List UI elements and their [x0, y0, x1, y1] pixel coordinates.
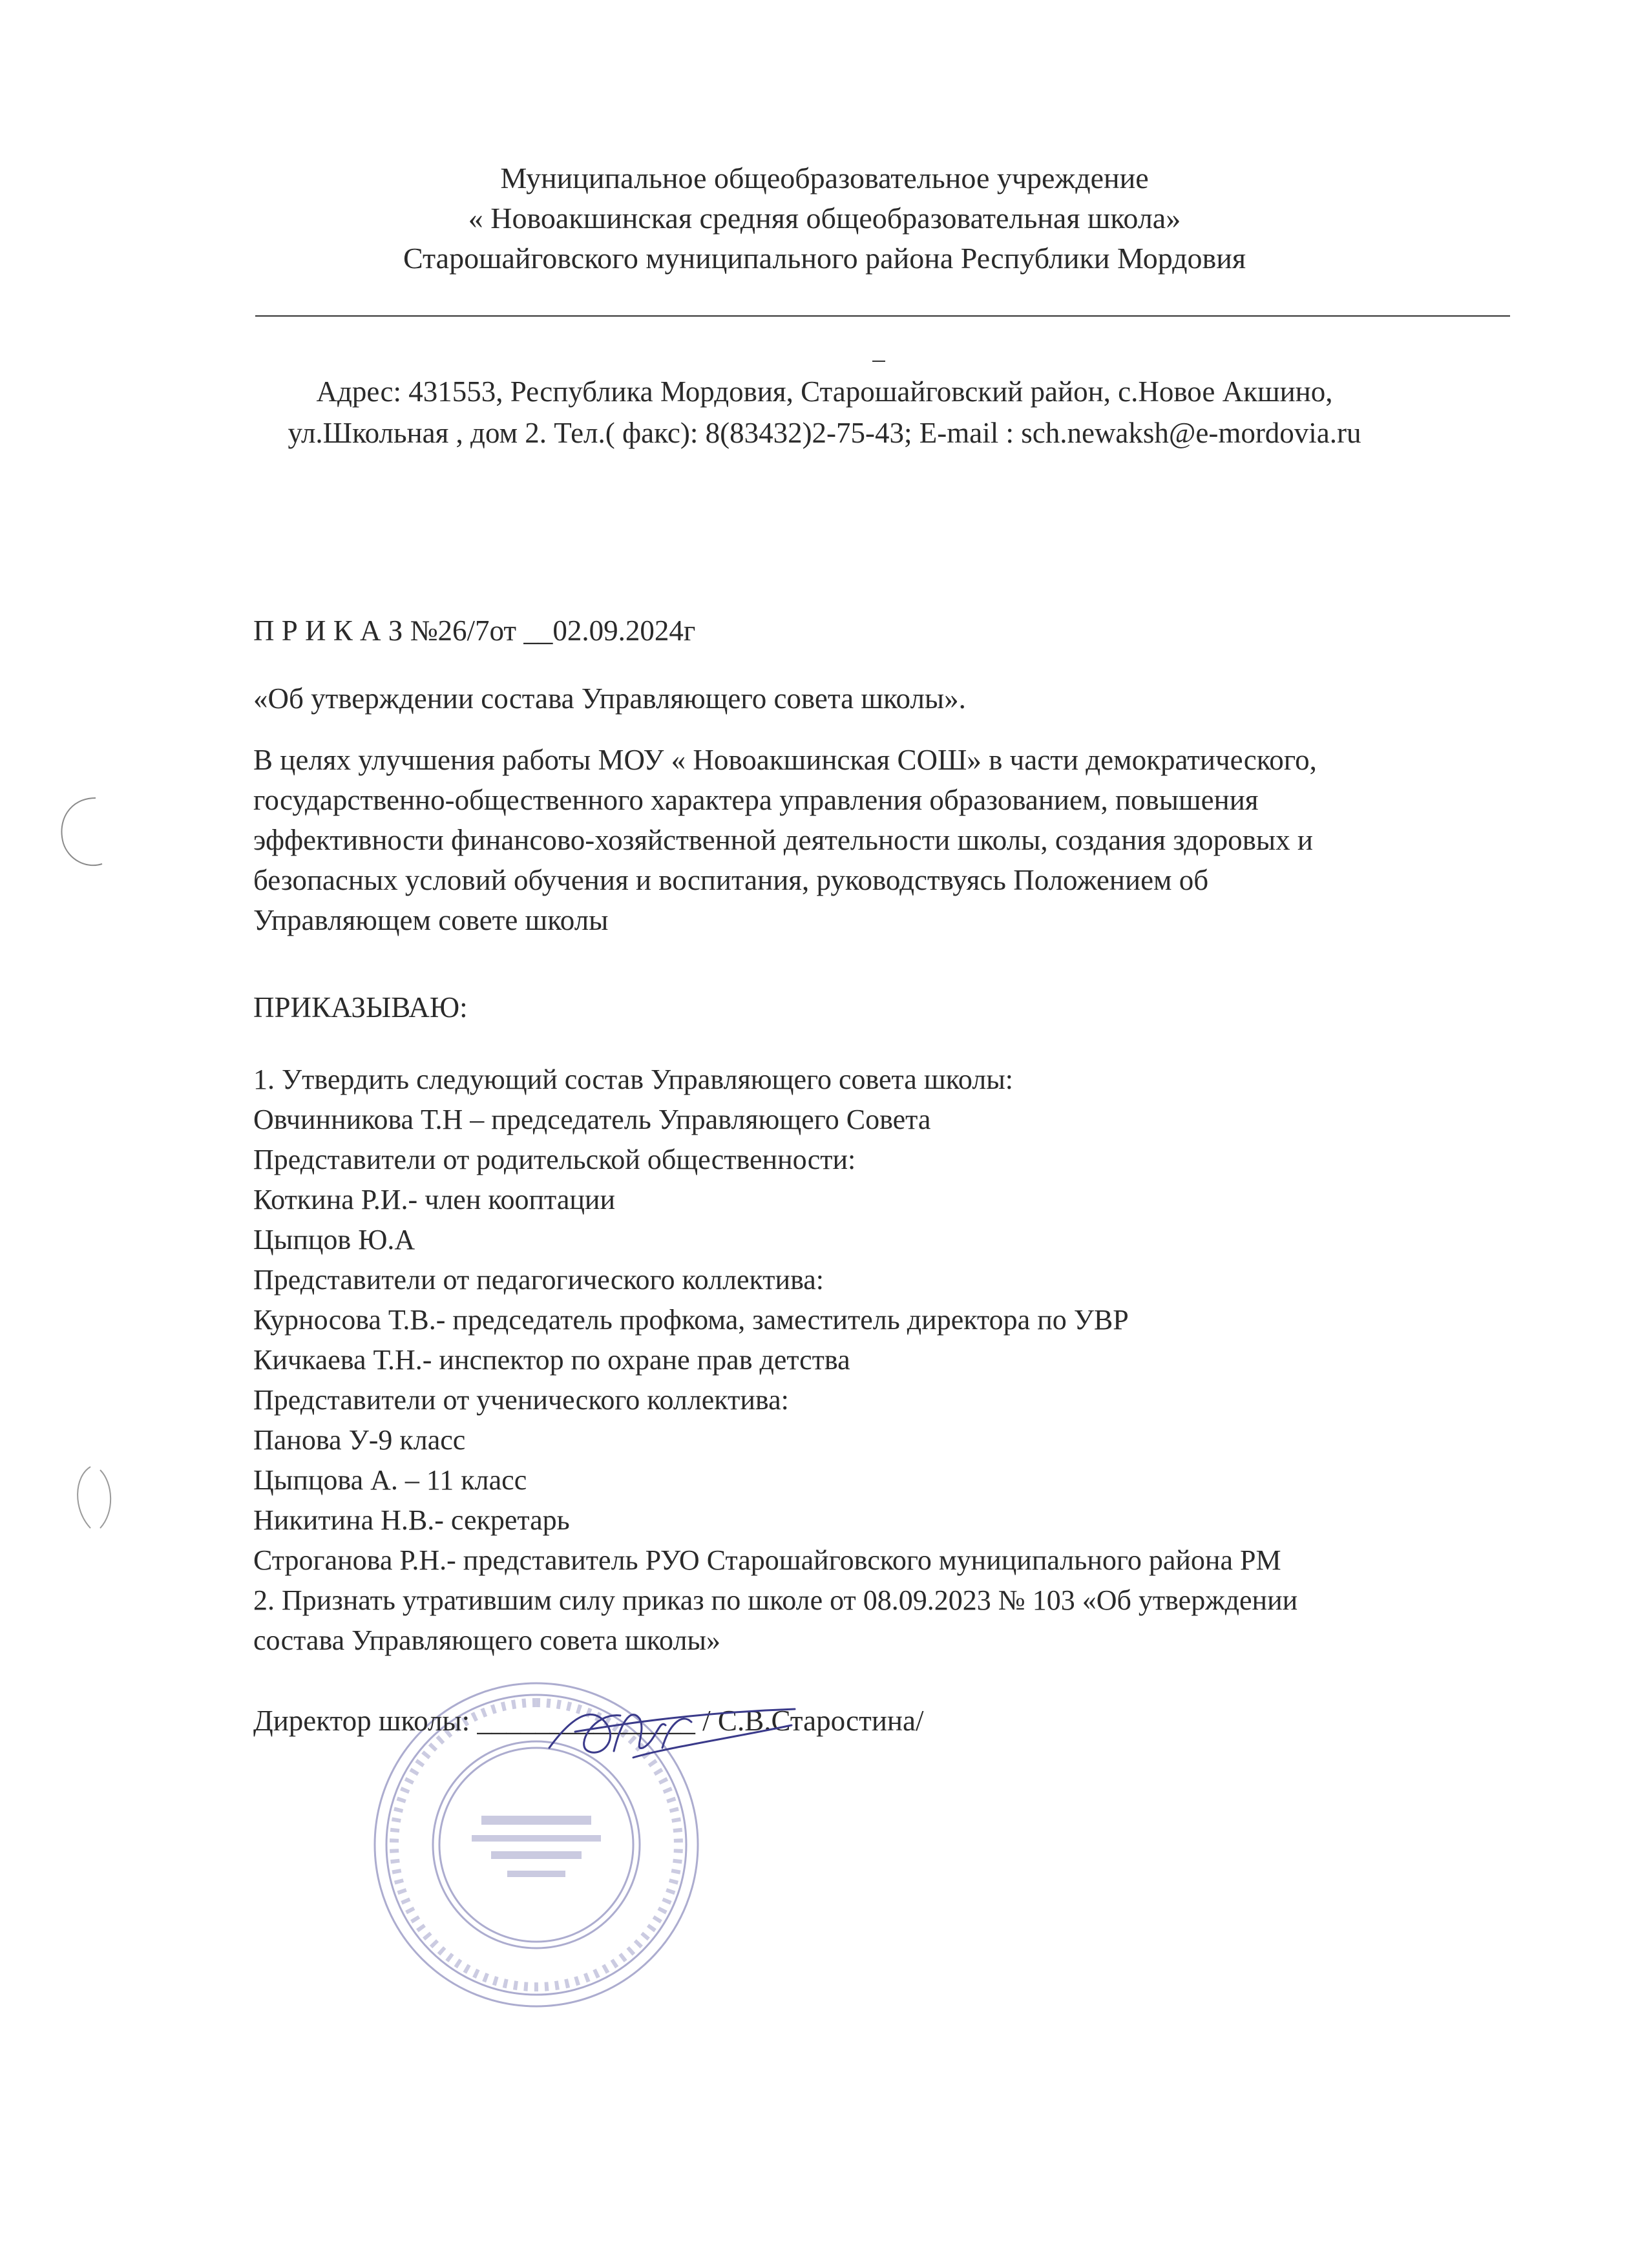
preamble-line: В целях улучшения работы МОУ « Новоакшинская СОШ» в части демократического, — [253, 744, 1317, 776]
handwritten-signature — [536, 1686, 808, 1783]
order-command: ПРИКАЗЫВАЮ: — [253, 991, 468, 1024]
order-item: Кичкаева Т.Н.- инспектор по охране прав детства — [253, 1344, 850, 1376]
signature-name: / С.В.Старостина/ — [702, 1705, 924, 1737]
preamble-line: эффективности финансово-хозяйственной деятельности школы, создания здоровых и — [253, 824, 1313, 856]
order-item: Курносова Т.В.- председатель профкома, заместитель директора по УВР — [253, 1304, 1129, 1336]
order-item: Панова У-9 класс — [253, 1424, 466, 1456]
address-line-2: ул.Школьная , дом 2. Тел.( факс): 8(83432)2-75-43; E-mail : sch.newaksh@e-mordovia.ru — [288, 417, 1361, 449]
order-item: Представители от ученического коллектива: — [253, 1384, 789, 1416]
order-item: Цыпцова А. – 11 класс — [253, 1464, 527, 1496]
scan-mark-icon — [50, 792, 109, 876]
order-title: П Р И К А З №26/7от __02.09.2024г — [253, 614, 696, 647]
order-item: Цыпцов Ю.А — [253, 1224, 415, 1255]
address-line-1: Адрес: 431553, Республика Мордовия, Старошайговский район, с.Новое Акшино, — [316, 375, 1333, 408]
signature-blank: _______________ — [477, 1705, 695, 1737]
preamble-line: безопасных условий обучения и воспитания, руководствуясь Положением об — [253, 864, 1209, 896]
order-item: Никитина Н.В.- секретарь — [253, 1504, 570, 1536]
signature-label: Директор школы: — [253, 1705, 470, 1737]
header-divider — [255, 315, 1510, 317]
order-item: Представители от педагогического коллектива: — [253, 1264, 824, 1296]
header-line-2: « Новоакшинская средняя общеобразовательная школа» — [468, 202, 1181, 235]
scan-mark-icon — [65, 1460, 123, 1538]
order-item: 2. Признать утратившим силу приказ по школе от 08.09.2023 № 103 «Об утверждении — [253, 1584, 1298, 1616]
divider-dash — [872, 361, 885, 362]
header-line-3: Старошайговского муниципального района Республики Мордовия — [403, 242, 1246, 275]
preamble-line: государственно-общественного характера управления образованием, повышения — [253, 784, 1259, 816]
order-item: состава Управляющего совета школы» — [253, 1624, 720, 1656]
order-item: Коткина Р.И.- член кооптации — [253, 1184, 615, 1215]
order-item: 1. Утвердить следующий состав Управляющего совета школы: — [253, 1064, 1014, 1095]
order-subject: «Об утверждении состава Управляющего совета школы». — [253, 682, 966, 715]
preamble-line: Управляющем совете школы — [253, 904, 609, 936]
order-item: Представители от родительской общественности: — [253, 1144, 856, 1175]
order-item: Строганова Р.Н.- представитель РУО Старошайговского муниципального района РМ — [253, 1544, 1281, 1576]
header-line-1: Муниципальное общеобразовательное учреждение — [500, 162, 1149, 194]
order-item: Овчинникова Т.Н – председатель Управляющего Совета — [253, 1104, 931, 1135]
